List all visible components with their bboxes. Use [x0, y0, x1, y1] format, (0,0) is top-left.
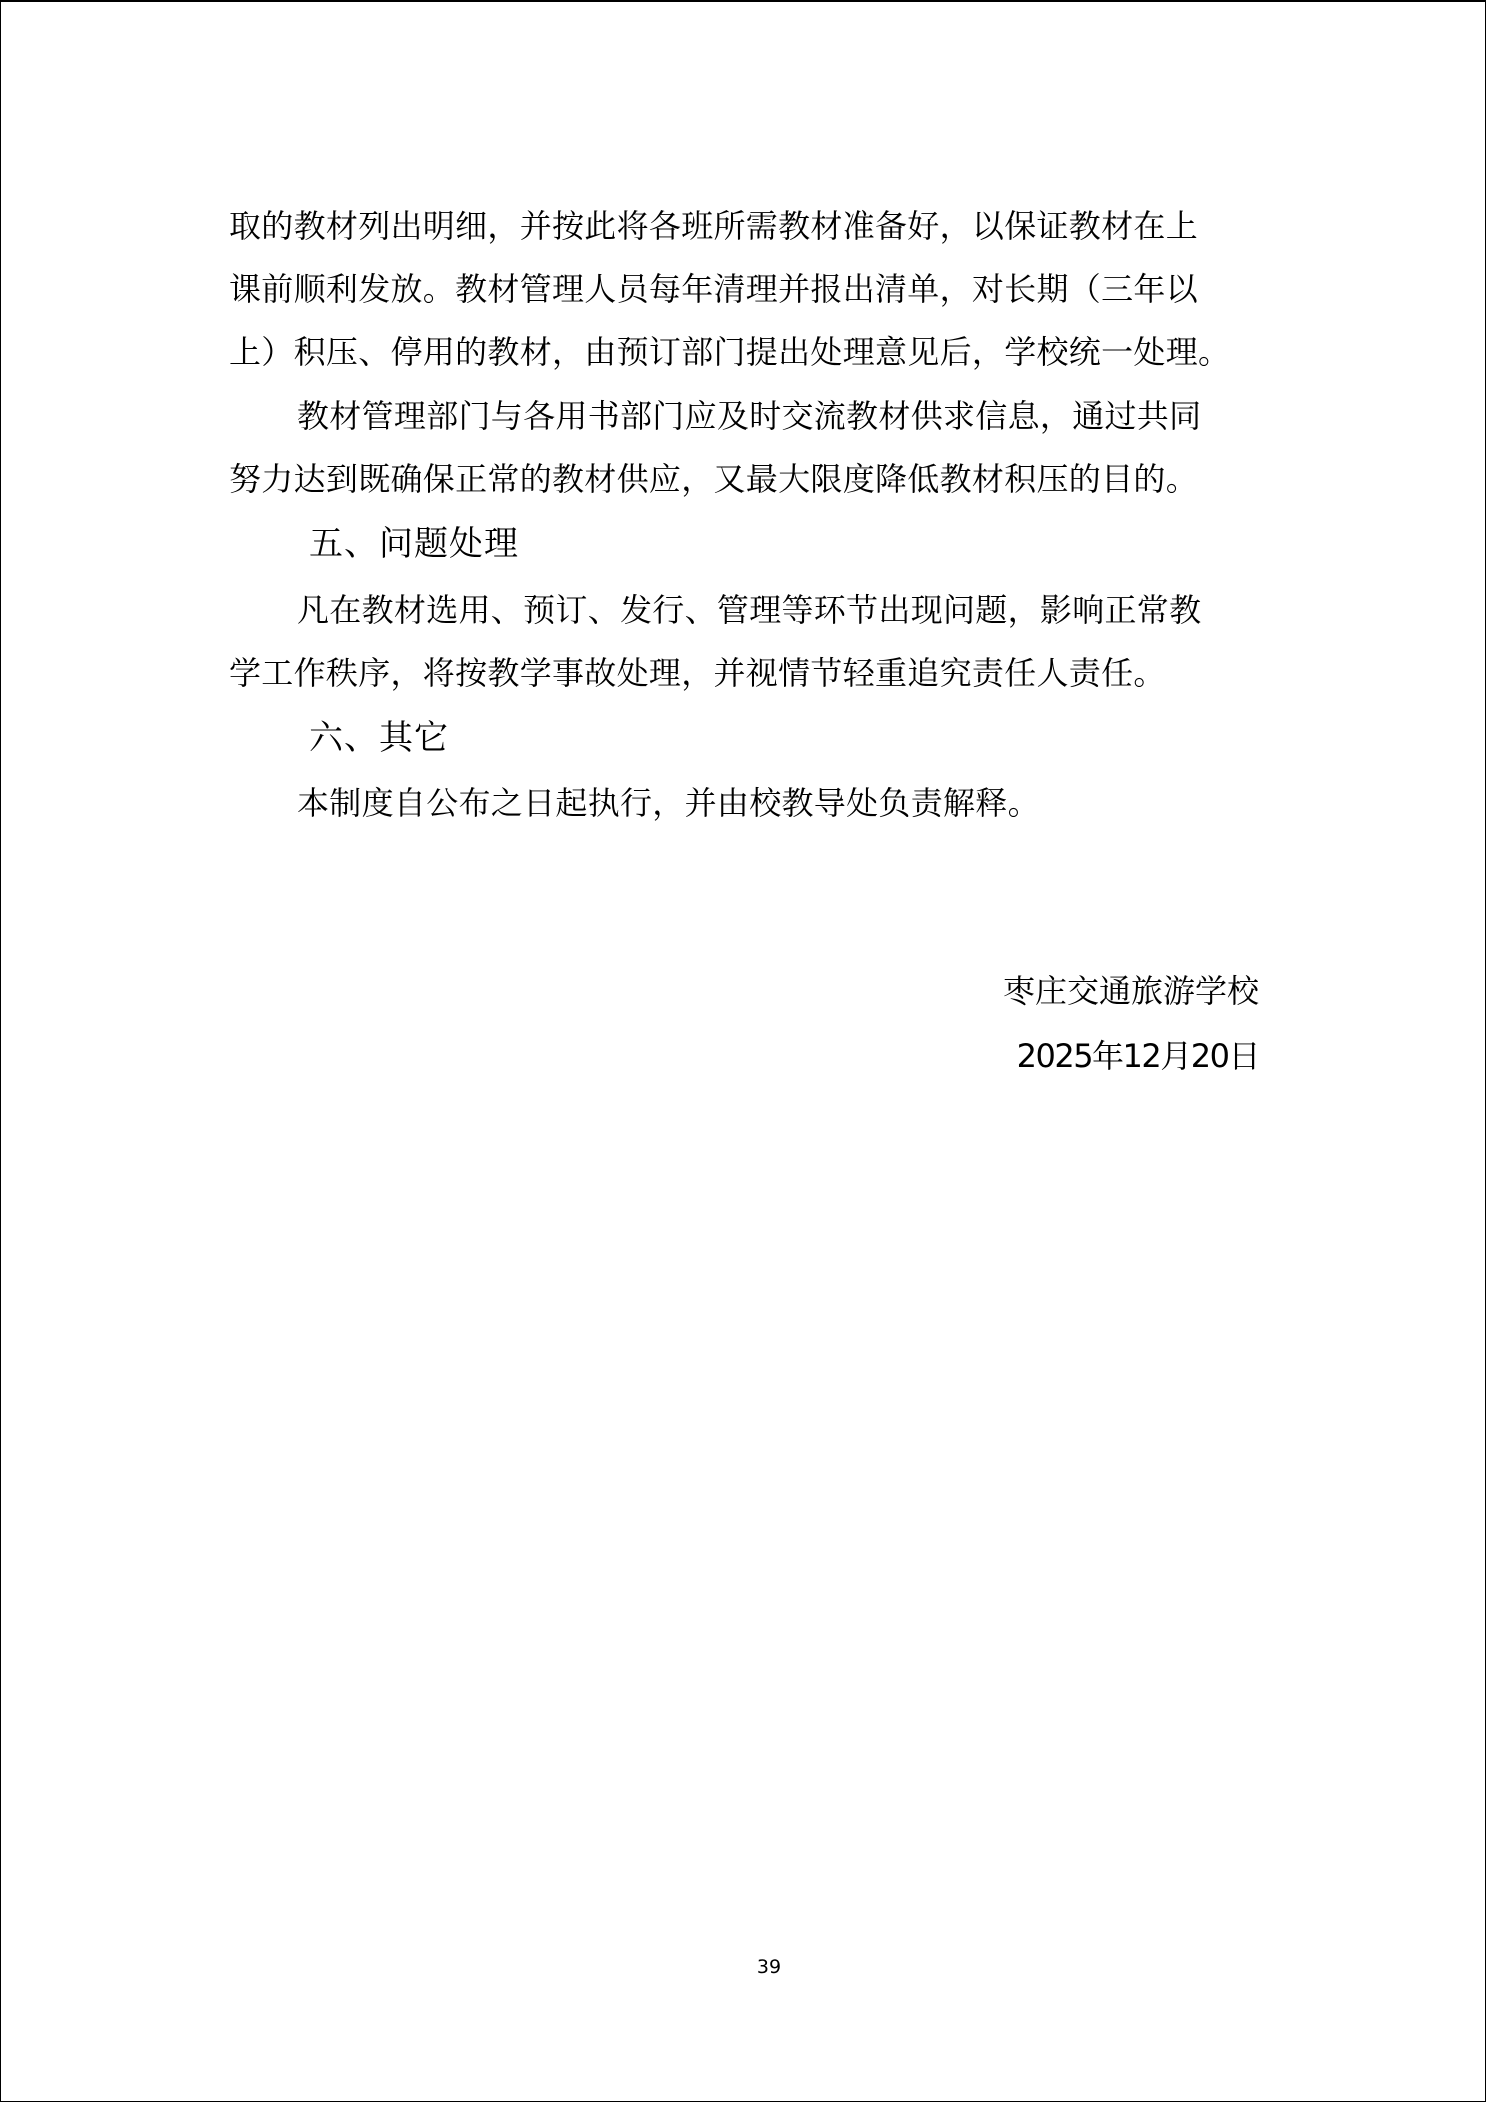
section-heading-problem-handling: 五、问题处理 [309, 524, 519, 564]
body-line: 教材管理部门与各用书部门应及时交流教材供求信息，通过共同 [297, 397, 1202, 435]
signature-date: 2025年12月20日 [1016, 1037, 1259, 1075]
body-line: 凡在教材选用、预订、发行、管理等环节出现问题，影响正常教 [297, 591, 1202, 629]
section-heading-other: 六、其它 [309, 718, 449, 758]
body-line: 课前顺利发放。教材管理人员每年清理并报出清单，对长期（三年以 [229, 270, 1199, 308]
body-line: 学工作秩序，将按教学事故处理，并视情节轻重追究责任人责任。 [229, 654, 1166, 692]
body-line: 取的教材列出明细，并按此将各班所需教材准备好，以保证教材在上 [229, 207, 1199, 245]
body-line: 本制度自公布之日起执行，并由校教导处负责解释。 [297, 784, 1040, 822]
page-number: 39 [756, 1956, 782, 1978]
body-line: 努力达到既确保正常的教材供应，又最大限度降低教材积压的目的。 [229, 460, 1199, 498]
signature-organization: 枣庄交通旅游学校 [1002, 972, 1259, 1010]
body-line: 上）积压、停用的教材，由预订部门提出处理意见后，学校统一处理。 [229, 333, 1231, 371]
